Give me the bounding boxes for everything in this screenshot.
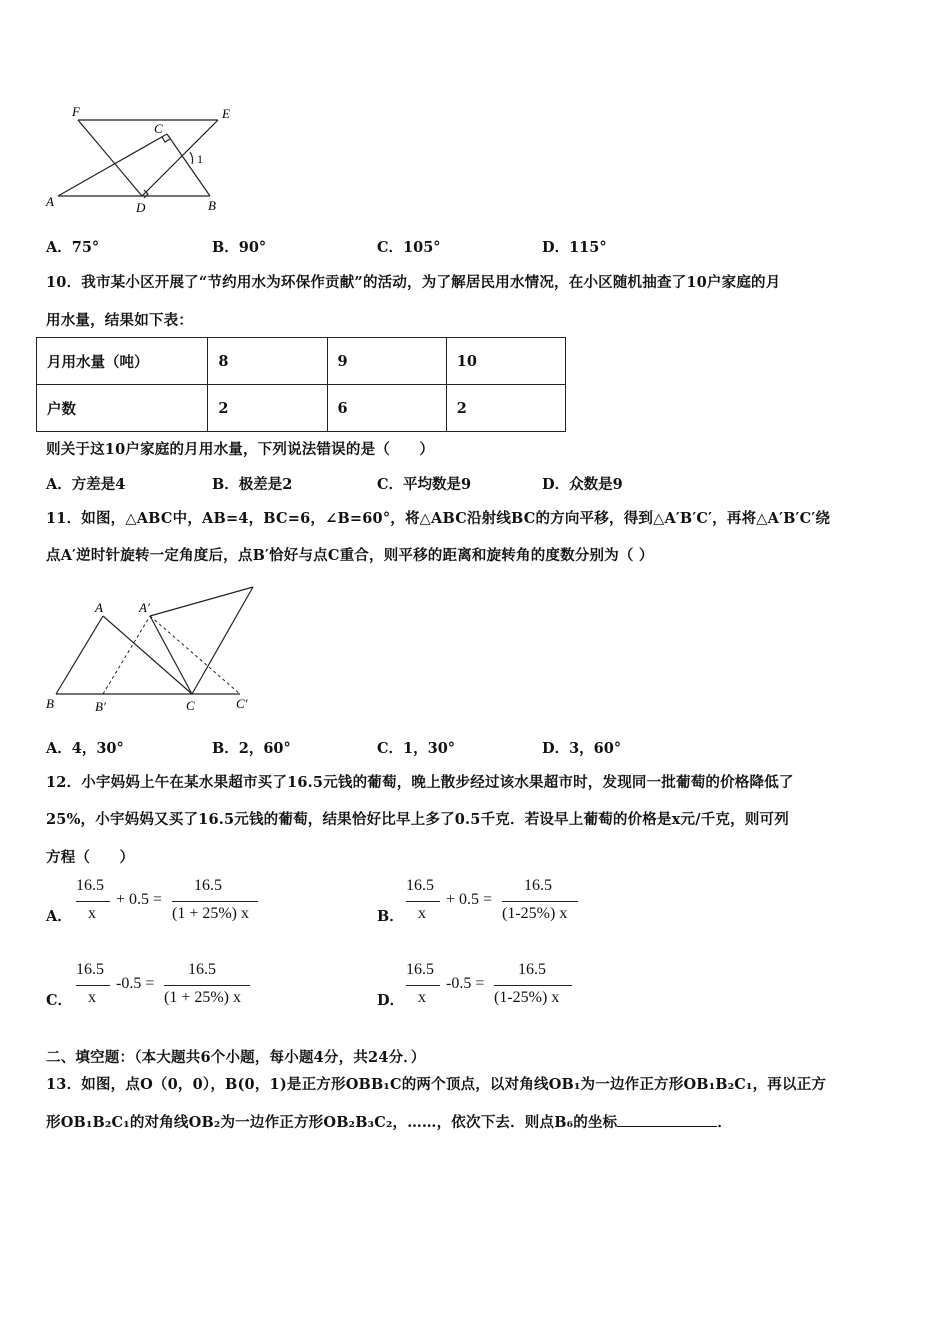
table-cell: 月用水量（吨） xyxy=(37,338,208,385)
table-cell: 2 xyxy=(446,385,565,432)
q11-figure xyxy=(40,582,270,722)
table-row xyxy=(37,385,566,432)
table-row xyxy=(37,338,566,385)
q10-option-d: D．众数是9 xyxy=(542,476,623,493)
rhs-denominator: (1-25%) x xyxy=(494,989,560,1006)
q12-text-line3: 方程（ ） xyxy=(46,849,135,866)
q12-option-a-letter: A． xyxy=(46,908,72,925)
q11-option-d: D．3，60° xyxy=(542,740,622,757)
q12-text-line2: 25%，小宇妈妈又买了16.5元钱的葡萄，结果恰好比早上多了0.5千克．若设早上葡萄的价格是x元/千克，则可列 xyxy=(46,811,789,828)
label-C-prime: C′ xyxy=(236,696,248,711)
label-F: F xyxy=(72,104,80,119)
numerator: 16.5 xyxy=(406,877,434,894)
rhs-numerator: 16.5 xyxy=(194,877,222,894)
rhs-denominator: (1 + 25%) x xyxy=(164,989,242,1006)
numerator: 16.5 xyxy=(406,961,434,978)
table-cell: 6 xyxy=(327,385,446,432)
q10-option-b: B．极差是2 xyxy=(212,476,293,493)
q9-option-c: C．105° xyxy=(377,239,441,256)
label-B-prime: B′ xyxy=(95,699,106,714)
label-C: C xyxy=(186,698,195,713)
label-D: D xyxy=(136,200,146,215)
q11-text-line1: 11．如图，△ABC中，AB=4，BC=6，∠B=60°，将△ABC沿射线BC的方向平移，得到△A′B′C′，再将△A′B′C′绕 xyxy=(46,510,831,527)
operator: -0.5 = xyxy=(446,975,485,992)
label-angle-1: 1 xyxy=(197,152,203,166)
q12-option-b-letter: B． xyxy=(377,908,404,925)
q9-figure xyxy=(40,100,250,218)
q10-question: 则关于这10户家庭的月用水量，下列说法错误的是（ ） xyxy=(46,441,435,458)
rhs-numerator: 16.5 xyxy=(188,961,216,978)
answer-blank[interactable] xyxy=(617,1114,717,1127)
water-usage-table xyxy=(36,337,566,432)
rhs-numerator: 16.5 xyxy=(524,877,552,894)
q12-option-c-letter: C． xyxy=(46,992,73,1009)
q9-option-a: A．75° xyxy=(46,239,100,256)
q13-text: 形OB₁B₂C₁的对角线OB₂为一边作正方形OB₂B₃C₂，……，依次下去．则点B₆的坐标 xyxy=(46,1114,618,1131)
denominator: x xyxy=(88,905,96,922)
label-C: C xyxy=(154,121,163,136)
table-cell: 9 xyxy=(327,338,446,385)
q11-option-c: C．1，30° xyxy=(377,740,456,757)
q10-text-line1: 10．我市某小区开展了“节约用水为环保作贡献”的活动，为了解居民用水情况，在小区随机抽查了10户家庭的月 xyxy=(46,274,781,291)
q10-option-c: C．平均数是9 xyxy=(377,476,472,493)
numerator: 16.5 xyxy=(76,877,104,894)
table-cell: 8 xyxy=(208,338,327,385)
q13-text-line2 xyxy=(46,1111,732,1132)
rhs-denominator: (1-25%) x xyxy=(502,905,568,922)
label-A: A xyxy=(95,600,103,615)
operator: + 0.5 = xyxy=(446,891,493,908)
q10-option-a: A．方差是4 xyxy=(46,476,126,493)
section-heading: 二、填空题：（本大题共6个小题，每小题4分，共24分．） xyxy=(46,1049,426,1066)
label-A-prime: A′ xyxy=(139,600,150,615)
q13-text-line1: 13．如图，点O（0，0），B(0，1)是正方形OBB₁C的两个顶点，以对角线OB₁为一边作正方形OB₁B₂C₁，再以正方 xyxy=(46,1076,827,1093)
rhs-numerator: 16.5 xyxy=(518,961,546,978)
numerator: 16.5 xyxy=(76,961,104,978)
q9-option-d: D．115° xyxy=(542,239,607,256)
q11-option-b: B．2，60° xyxy=(212,740,291,757)
label-B: B xyxy=(208,198,216,213)
label-E: E xyxy=(222,106,230,121)
label-A: A xyxy=(46,194,54,209)
rhs-denominator: (1 + 25%) x xyxy=(172,905,250,922)
table-cell: 户数 xyxy=(37,385,208,432)
q9-option-b: B．90° xyxy=(212,239,267,256)
q12-option-d-letter: D． xyxy=(377,992,405,1009)
denominator: x xyxy=(88,989,96,1006)
denominator: x xyxy=(418,905,426,922)
table-cell: 10 xyxy=(446,338,565,385)
operator: + 0.5 = xyxy=(116,891,163,908)
operator: -0.5 = xyxy=(116,975,155,992)
q13-end: ． xyxy=(717,1114,733,1131)
q12-text-line1: 12．小宇妈妈上午在某水果超市买了16.5元钱的葡萄，晚上散步经过该水果超市时，发现同一批葡萄的价格降低了 xyxy=(46,774,794,791)
q11-option-a: A．4，30° xyxy=(46,740,124,757)
q10-text-line2: 用水量，结果如下表： xyxy=(46,312,193,329)
q11-text-line2: 点A′逆时针旋转一定角度后，点B′恰好与点C重合，则平移的距离和旋转角的度数分别为（ ） xyxy=(46,547,654,564)
label-B: B xyxy=(46,696,54,711)
table-cell: 2 xyxy=(208,385,327,432)
denominator: x xyxy=(418,989,426,1006)
